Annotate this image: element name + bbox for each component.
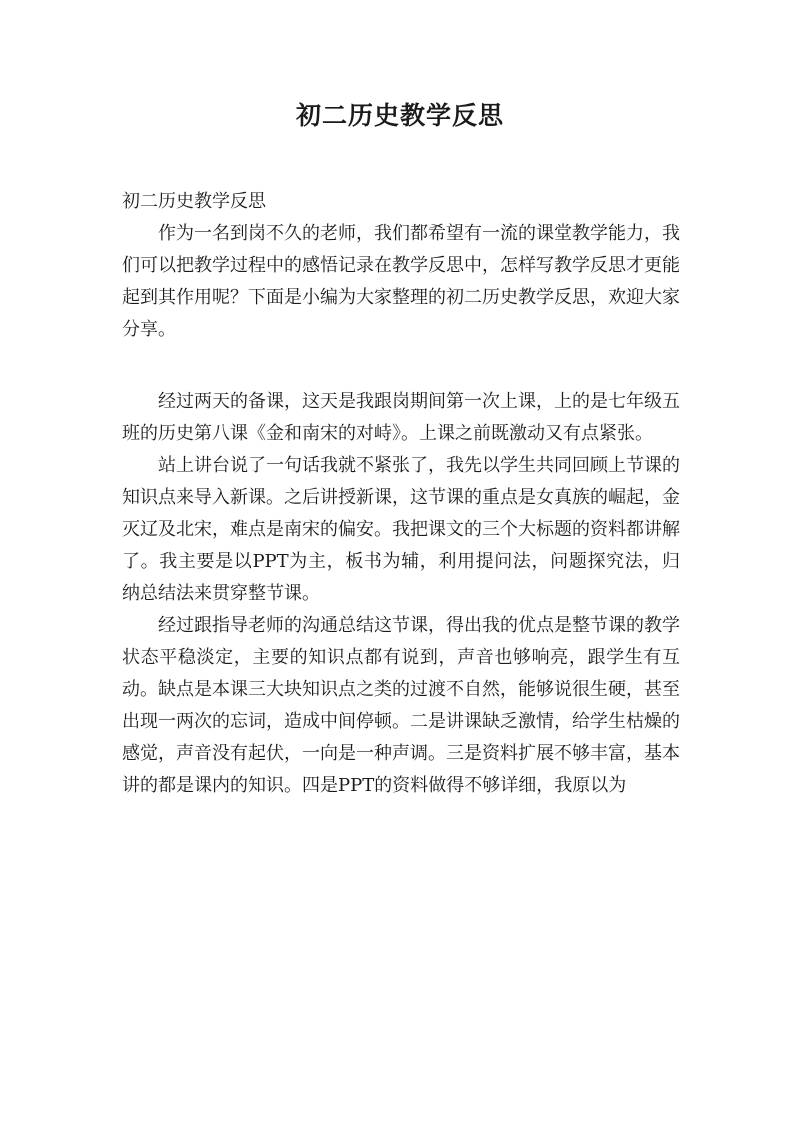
paragraph-intro: 作为一名到岗不久的老师，我们都希望有一流的课堂教学能力，我们可以把教学过程中的感悟记录在教学反思中，怎样写教学反思才更能起到其作用呢？下面是小编为大家整理的初二历史教学反思，欢迎大家分享。	[122, 223, 680, 340]
paragraph-lesson-content: 站上讲台说了一句话我就不紧张了，我先以学生共同回顾上节课的知识点来导入新课。之后讲授新课，这节课的重点是女真族的崛起，金灭辽及北宋，难点是南宋的偏安。我把课文的三个大标题的资料都讲解了。我主要是以PPT为主，板书为辅，利用提问法，问题探究法，归纳总结法来贯穿整节课。	[122, 455, 680, 604]
paragraph-spacer	[122, 346, 680, 386]
document-title: 初二历史教学反思	[295, 101, 504, 130]
paragraph-lesson-prep: 经过两天的备课，这天是我跟岗期间第一次上课，上的是七年级五班的历史第八课《金和南宋的对峙》。上课之前既激动又有点紧张。	[122, 391, 680, 444]
paragraph-reflection: 经过跟指导老师的沟通总结这节课，得出我的优点是整节课的教学状态平稳淡定，主要的知识点都有说到，声音也够响亮，跟学生有互动。缺点是本课三大块知识点之类的过渡不自然，能够说很生硬，甚至出现一两次的忘词，造成中间停顿。二是讲课缺乏激情，给学生枯燥的感觉，声音没有起伏，一向是一种声调。三是资料扩展不够丰富，基本讲的都是课内的知识。四是PPT的资料做得不够详细，我原以为	[122, 615, 680, 796]
document-subtitle: 初二历史教学反思	[122, 191, 266, 212]
document-body	[122, 186, 680, 802]
